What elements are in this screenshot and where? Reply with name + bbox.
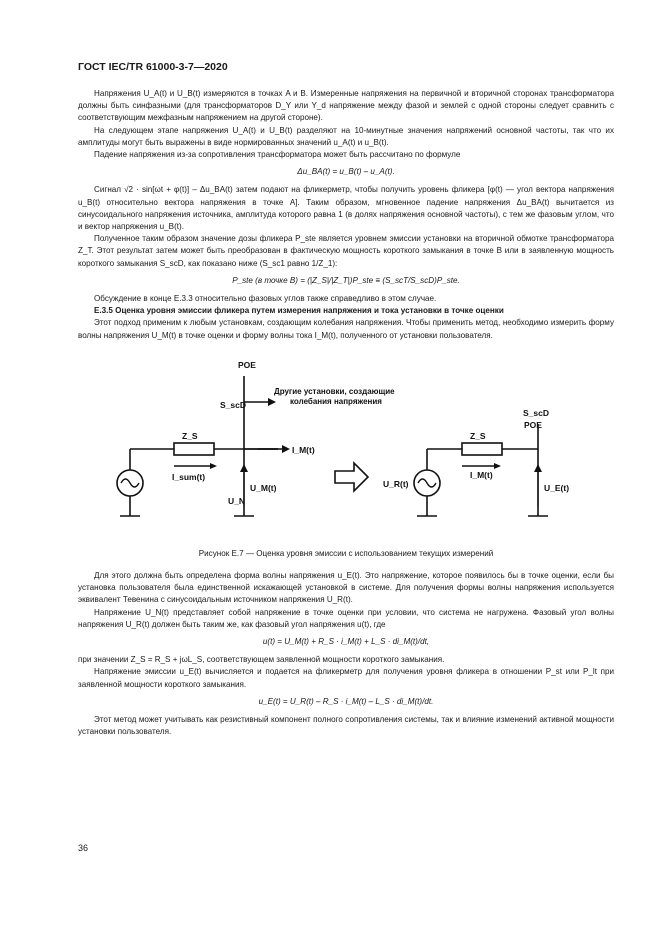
label-zs-left: Z_S (182, 430, 198, 441)
label-im-right: I_M(t) (470, 469, 493, 480)
label-zs-right: Z_S (470, 430, 486, 441)
label-ue: U_E(t) (544, 482, 570, 493)
paragraph-flicker-dose: Полученное таким образом значение дозы фликера P_ste является уровнем эмиссии установки на вторичной обмотке трансформатора Z_T. Этот результат затем может быть преобразован в фактическую мощность короткого замыкания в точке B или в заявленную мощность короткого замыкания S_scD, как показано ниже (S_sc1 равно 1/Z_1): (78, 234, 614, 268)
label-other-installations-1: Другие установки, создающие (274, 386, 395, 396)
section-heading-e35: Е.3.5 Оценка уровня эмиссии фликера путем измерения напряжения и тока установки в точке оценки (94, 306, 504, 316)
circuit-diagram (78, 346, 614, 546)
paragraph-discussion: Обсуждение в конце Е.3.3 относительно фазовых углов также справедливо в этом случае. (94, 294, 437, 304)
paragraph-waveform: Для этого должна быть определена форма волны напряжения u_E(t). Это напряжение, которое появилось бы в точке оценки, если бы установка пользователя была единственной искажающей установкой в системе. Для получения формы волны напряжения используется эквивалент Тевенина с синусоидальным источником напряжения U_R(t). (78, 571, 614, 605)
formula-pste: P_ste (в точке B) = (|Z_S|/|Z_T|)P_ste ≡ (S_scT/S_scD)P_ste. (232, 275, 460, 285)
figure-caption: Рисунок Е.7 — Оценка уровня эмиссии с использованием текущих измерений (198, 548, 494, 558)
page-body (78, 88, 614, 739)
label-poe-left: POE (238, 359, 256, 370)
paragraph-emission: Напряжение эмиссии u_E(t) вычисляется и подается на фликерметр для получения уровня фликера в отношении P_st или P_lt при заявленной мощности короткого замыкания. (78, 667, 614, 689)
label-um: U_M(t) (250, 482, 277, 493)
label-im-left: I_M(t) (292, 444, 315, 455)
im-arrow-icon (282, 445, 290, 453)
paragraph-un: Напряжение U_N(t) представляет собой напряжение в точке оценки при условии, что система не нагружена. Фазовый угол волны напряжения U_R(t) должен быть таким же, как фазовый угол напряжения u(t), где (78, 607, 614, 629)
left-zs-impedance (174, 443, 214, 455)
paragraph-method: Этот подход применим к любым установкам, создающим колебания напряжения. Чтобы применить метод, необходимо измерить форму волны напряжения U_M(t) в точке оценки и форму волны тока I_M(t), полученного от установки пользователя. (78, 318, 614, 340)
label-sscd-left: S_scD (220, 399, 246, 410)
other-installations-arrow-icon (268, 398, 276, 406)
paragraph-final: Этот метод может учитывать как резистивный компонент полного сопротивления системы, так и влияние изменений активной мощности установки пользователя. (78, 715, 614, 737)
label-isum: I_sum(t) (172, 471, 206, 482)
formula-u: u(t) = U_M(t) + R_S · i_M(t) + L_S · di_M(t)/dt, (262, 637, 430, 647)
right-im-arrow-icon (494, 463, 501, 469)
label-ur: U_R(t) (383, 478, 409, 489)
formula-voltage-drop: Δu_BA(t) = u_B(t) – u_A(t). (297, 167, 395, 177)
label-other-installations-2: колебания напряжения (290, 396, 382, 406)
ue-arrow-icon (534, 464, 542, 472)
label-un: U_N (228, 495, 246, 506)
document-header: ГОСТ IEC/TR 61000-3-7—2020 (78, 61, 228, 73)
paragraph-signal: Сигнал √2 · sin[ωt + φ(t)] – Δu_BA(t) затем подают на фликерметр, чтобы получить уровень фликера [φ(t) — угол вектора напряжения u_B(t) относительно вектора напряжения в точке A]. Таким образом, мгновенное падение напряжения Δu_BA(t) вычитается из синусоидального напряжения источника, амплитуда которого равна 1 (в долях напряжения основной частоты), с тем же фазовым углом, что и вектор напряжения u_B(t). (78, 185, 614, 232)
transition-arrow-icon (335, 463, 368, 491)
page-number: 36 (78, 843, 89, 853)
figure-e7 (78, 346, 614, 546)
right-zs-impedance (462, 443, 502, 455)
label-poe-right: POE (524, 419, 542, 430)
formula-ue: u_E(t) = U_R(t) – R_S · i_M(t) – L_S · di_M(t)/dt. (258, 696, 434, 706)
isum-arrow-icon (210, 463, 217, 469)
um-arrow-icon (240, 464, 248, 472)
label-sscd-right: S_scD (523, 407, 549, 418)
paragraph-voltage-drop: Падение напряжения из-за сопротивления трансформатора может быть рассчитано по формуле (94, 150, 461, 160)
paragraph-voltages-measured: Напряжения U_A(t) и U_B(t) измеряются в точках A и B. Измеренные напряжения на первичной и вторичной сторонах трансформатора должны быть синфазными (для трансформаторов D_Y или Y_d напряжение между фазой и землей с одной стороны следует сравнить с соответствующим межфазным напряжением на другой стороне). (78, 89, 614, 123)
paragraph-zs: при значении Z_S = R_S + jωL_S, соответствующем заявленной мощности короткого замыкания. (78, 655, 445, 665)
paragraph-next-step: На следующем этапе напряжения U_A(t) и U_B(t) разделяют на 10-минутные значения напряжений основной частоты, так что их амплитуды могут быть выражены в виде нормированных значений u_A(t) и u_B(t). (78, 125, 614, 147)
